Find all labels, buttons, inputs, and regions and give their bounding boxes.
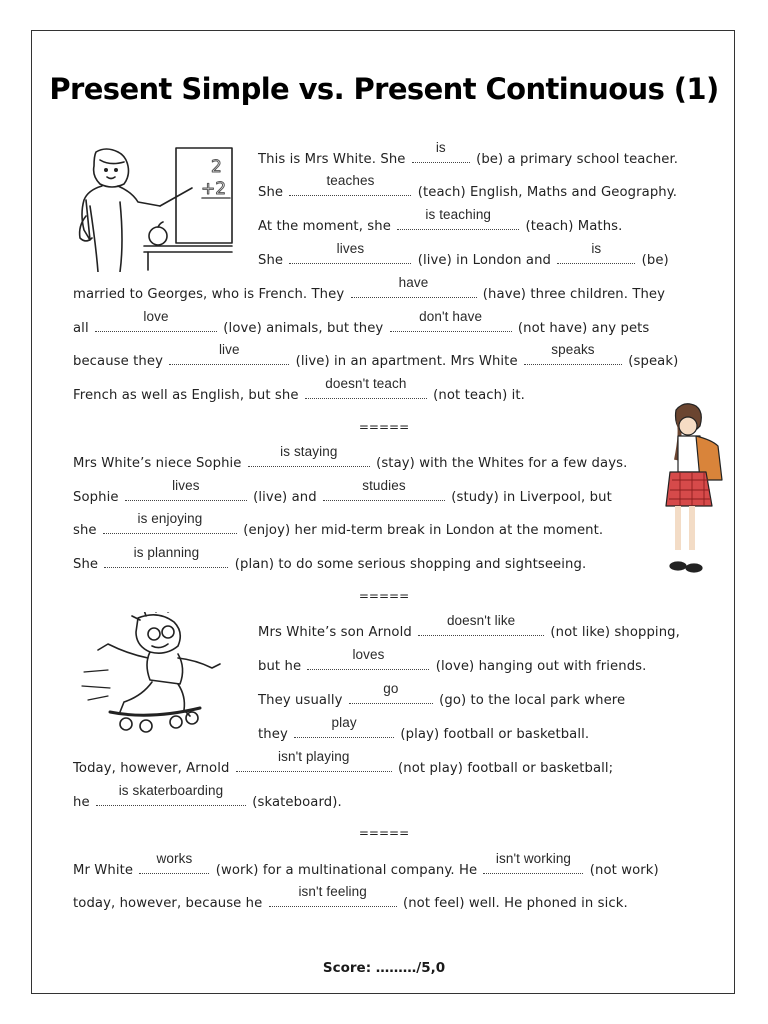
answer-blank: isn't feeling: [269, 892, 397, 907]
line-11: she is enjoying (enjoy) her mid-term break in London at the moment.: [73, 511, 604, 538]
answer-blank: isn't working: [483, 859, 583, 874]
answer-blank: is planning: [104, 553, 228, 568]
line-6: all love (love) animals, but they don't have (not have) any pets: [73, 309, 650, 336]
answer-blank: is: [557, 249, 635, 264]
answer-blank: love: [95, 317, 217, 332]
answer-blank: speaks: [524, 350, 622, 365]
line-13: Mrs White’s son Arnold doesn't like (not like) shopping,: [258, 613, 680, 640]
answer-blank: is teaching: [397, 215, 519, 230]
line-1: This is Mrs White. She is (be) a primary school teacher.: [258, 140, 679, 167]
line-4: She lives (live) in London and is (be): [258, 241, 669, 268]
answer-blank: loves: [307, 655, 429, 670]
answer-blank: is enjoying: [103, 519, 237, 534]
line-9: Mrs White’s niece Sophie is staying (stay) with the Whites for a few days.: [73, 444, 628, 471]
teacher-illustration: [74, 146, 234, 272]
line-10: Sophie lives (live) and studies (study) in Liverpool, but: [73, 478, 612, 505]
line-16: they play (play) football or basketball.: [258, 715, 590, 742]
line-14: but he loves (love) hanging out with friends.: [258, 647, 647, 674]
line-18: he is skaterboarding (skateboard).: [73, 783, 342, 810]
answer-blank: is: [412, 148, 470, 163]
answer-blank: is skaterboarding: [96, 791, 246, 806]
skateboarder-illustration: [80, 612, 230, 744]
score-value: : ………/5,0: [365, 960, 446, 976]
line-2: She teaches (teach) English, Maths and Geography.: [258, 173, 678, 200]
line-7: because they live (live) in an apartment. Mrs White speaks (speak): [73, 342, 679, 369]
score-line: [0, 960, 768, 976]
answer-blank: doesn't teach: [305, 384, 427, 399]
line-8: French as well as English, but she doesn't teach (not teach) it.: [73, 376, 525, 403]
answer-blank: live: [169, 350, 289, 365]
section-separator: =====: [358, 420, 410, 434]
answer-blank: teaches: [289, 181, 411, 196]
answer-blank: have: [351, 283, 477, 298]
line-15: They usually go (go) to the local park where: [258, 681, 626, 708]
section-separator: =====: [358, 826, 410, 840]
board-number-2: 2: [211, 157, 222, 177]
answer-blank: works: [139, 859, 209, 874]
line-19: Mr White works (work) for a multinational company. He isn't working (not work): [73, 851, 659, 878]
board-number-plus2: +2: [201, 179, 227, 199]
answer-blank: don't have: [390, 317, 512, 332]
line-12: She is planning (plan) to do some serious shopping and sightseeing.: [73, 545, 587, 572]
line-20: today, however, because he isn't feeling (not feel) well. He phoned in sick.: [73, 884, 628, 911]
answer-blank: studies: [323, 486, 445, 501]
section-separator: =====: [358, 589, 410, 603]
line-5: married to Georges, who is French. They have (have) three children. They: [73, 275, 666, 302]
score-label: Score: [322, 960, 366, 976]
answer-blank: is staying: [248, 452, 370, 467]
answer-blank: lives: [289, 249, 411, 264]
answer-blank: go: [349, 689, 433, 704]
worksheet-title: Present Simple vs. Present Continuous (1): [49, 72, 719, 106]
line-3: At the moment, she is teaching (teach) Maths.: [258, 207, 623, 234]
line-17: Today, however, Arnold isn't playing (not play) football or basketball;: [73, 749, 614, 776]
answer-blank: play: [294, 723, 394, 738]
answer-blank: lives: [125, 486, 247, 501]
answer-blank: isn't playing: [236, 757, 392, 772]
answer-blank: doesn't like: [418, 621, 544, 636]
